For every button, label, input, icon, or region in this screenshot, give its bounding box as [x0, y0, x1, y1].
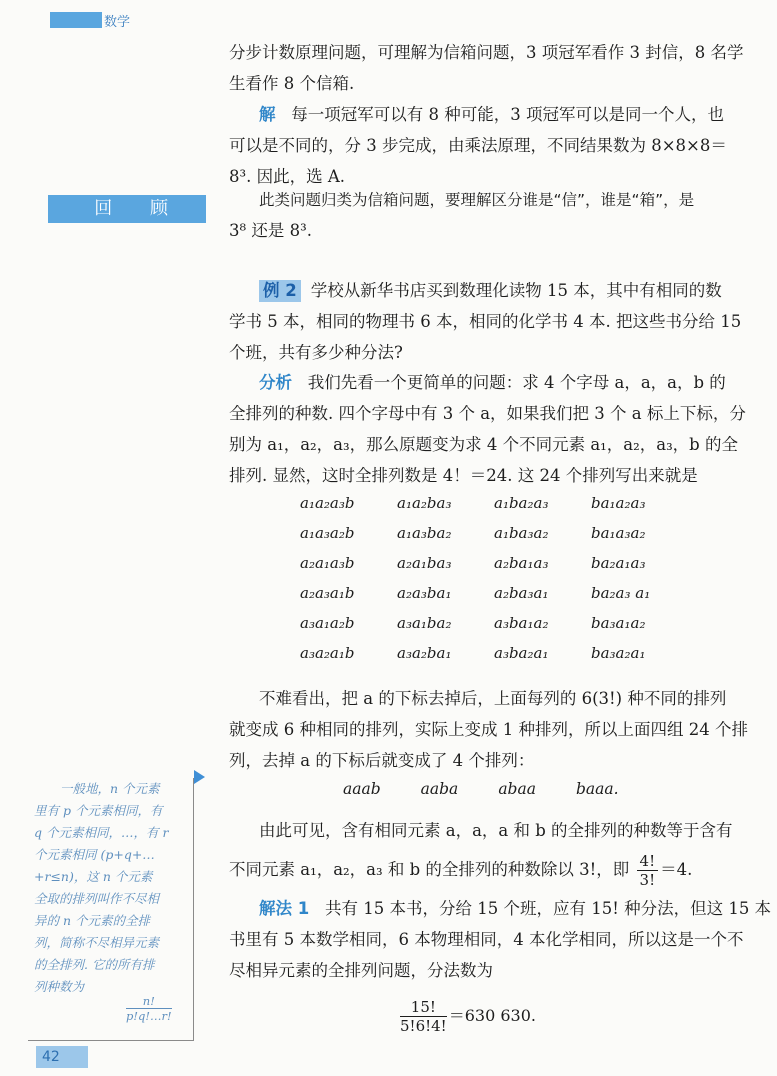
text-span: ＝4. [660, 860, 693, 879]
grid-cell: a₃a₂ba₁ [397, 644, 452, 662]
example-badge: 例 2 [259, 280, 301, 302]
grid-cell: ba₂a₃ a₁ [591, 584, 651, 602]
text-span: 不同元素 a₁，a₂，a₃ 和 b 的全排列的种数除以 3!，即 [229, 860, 630, 879]
review-text: 此类问题归类为信箱问题，要理解区分谁是“信”，谁是“箱”，是 [259, 191, 695, 209]
text-line: 就变成 6 种相同的排列，实际上变成 1 种排列，所以上面四组 24 个排 [229, 720, 748, 739]
text-line: 全排列的种数. 四个字母中有 3 个 a，如果我们把 3 个 a 标上下标，分 [229, 404, 746, 423]
text-line: 分步计数原理问题，可理解为信箱问题，3 项冠军看作 3 封信，8 名学 [229, 43, 744, 62]
solution-label: 解 [259, 105, 276, 124]
header-label: 数学 [104, 15, 131, 30]
grid-cell: a₃a₁a₂b [300, 614, 355, 632]
grid-row [300, 494, 688, 524]
grid-cell: a₂ba₁a₃ [494, 554, 549, 572]
side-note-line: +r≤n)，这 n 个元素 [34, 869, 153, 884]
grid-cell: ba₁a₂a₃ [591, 494, 646, 512]
text-line: 排列. 显然，这时全排列数是 4！＝24. 这 24 个排列写出来就是 [229, 466, 698, 485]
side-note [28, 778, 194, 1041]
side-note-line: 列种数为 [34, 979, 85, 994]
text-line [229, 852, 692, 889]
fraction-numerator: n! [126, 994, 172, 1009]
grid-cell: a₂a₃ba₁ [397, 584, 452, 602]
fraction-denominator: p!q!…r! [126, 1009, 172, 1023]
analysis-line [259, 372, 726, 394]
grid-cell: ba₂a₁a₃ [591, 554, 646, 572]
example-line [259, 280, 722, 302]
permutation-item: aaba [420, 780, 459, 798]
side-note-line: 的全排列. 它的所有排 [34, 957, 155, 972]
text-line: 生看作 8 个信箱. [229, 74, 355, 93]
text-line: 尽相异元素的全排列问题，分法数为 [229, 961, 493, 980]
method-line [259, 898, 771, 920]
permutation-item: baaa. [575, 780, 619, 798]
final-result: ＝630 630. [448, 1006, 536, 1025]
fraction-denominator: 3! [639, 871, 656, 889]
permutation-item: abaa [498, 780, 536, 798]
grid-cell: a₁a₂ba₃ [397, 494, 452, 512]
text-line: 可以是不同的，分 3 步完成，由乘法原理，不同结果数为 8×8×8＝ [229, 136, 727, 155]
side-note-text [34, 778, 184, 998]
example-text: 学校从新华书店买到数理化读物 15 本，其中有相同的数 [310, 281, 722, 300]
grid-row [300, 644, 688, 674]
text-line: 个班，共有多少种分法? [229, 343, 403, 362]
grid-cell: a₂a₁ba₃ [397, 554, 452, 572]
grid-cell: a₁a₂a₃b [300, 494, 355, 512]
grid-cell: a₂ba₃a₁ [494, 584, 549, 602]
grid-cell: ba₃a₂a₁ [591, 644, 646, 662]
review-label: 回 顾 [48, 195, 206, 223]
text-line: 3⁸ 还是 8³. [229, 221, 312, 240]
analysis-text: 我们先看一个更简单的问题：求 4 个字母 a，a，a，b 的 [307, 373, 726, 392]
grid-cell: ba₁a₃a₂ [591, 524, 646, 542]
grid-cell: a₁ba₂a₃ [494, 494, 549, 512]
grid-cell: a₃ba₂a₁ [494, 644, 549, 662]
text-line: 别为 a₁，a₂，a₃，那么原题变为求 4 个不同元素 a₁，a₂，a₃，b 的全 [229, 435, 738, 454]
solution-text: 每一项冠军可以有 8 种可能，3 项冠军可以是同一个人，也 [291, 105, 724, 124]
side-note-line: 里有 p 个元素相同，有 [34, 803, 163, 818]
side-note-line: 异的 n 个元素的全排 [34, 913, 150, 928]
text-line: 由此可见，含有相同元素 a，a，a 和 b 的全排列的种数等于含有 [259, 821, 733, 840]
side-note-line: 个元素相同 (p+q+… [34, 847, 155, 862]
fraction-numerator: 15! [400, 998, 447, 1017]
fraction [400, 998, 447, 1035]
grid-row [300, 554, 688, 584]
text-line: 不难看出，把 a 的下标去掉后，上面每列的 6(3!) 种不同的排列 [259, 689, 727, 708]
triangle-marker-icon [194, 770, 205, 784]
grid-cell: a₃a₁ba₂ [397, 614, 452, 632]
grid-cell: a₁ba₃a₂ [494, 524, 549, 542]
side-note-fraction [126, 994, 172, 1023]
four-permutations [343, 780, 659, 798]
fraction [637, 852, 659, 889]
grid-cell: a₁a₃ba₂ [397, 524, 452, 542]
text-line: 书里有 5 本数学相同，6 本物理相同，4 本化学相同，所以这是一个不 [229, 930, 744, 949]
analysis-label: 分析 [259, 373, 292, 392]
header-bar [50, 12, 102, 28]
final-formula [398, 998, 536, 1035]
permutation-item: aaab [343, 780, 381, 798]
side-note-line: 一般地，n 个元素 [60, 781, 160, 796]
fraction-denominator: 5!6!4! [400, 1017, 447, 1035]
grid-cell: a₃a₂a₁b [300, 644, 355, 662]
side-note-line: 列，简称不尽相异元素 [34, 935, 160, 950]
grid-cell: a₂a₃a₁b [300, 584, 355, 602]
permutation-grid [300, 494, 688, 674]
text-line: 8³. 因此，选 A. [229, 167, 346, 186]
text-line [259, 104, 724, 126]
grid-cell: a₃ba₁a₂ [494, 614, 549, 632]
text-line: 列，去掉 a 的下标后就变成了 4 个排列： [229, 751, 535, 770]
grid-row [300, 614, 688, 644]
side-note-line: q 个元素相同，…，有 r [34, 825, 169, 840]
page-number: 42 [36, 1046, 88, 1068]
method-text: 共有 15 本书，分给 15 个班，应有 15! 种分法，但这 15 本 [324, 899, 772, 918]
side-note-line: 全取的排列叫作不尽相 [34, 891, 160, 906]
text-line: 学书 5 本，相同的物理书 6 本，相同的化学书 4 本. 把这些书分给 15 [229, 312, 742, 331]
method-label: 解法 1 [259, 899, 310, 918]
fraction-numerator: 4! [637, 852, 659, 871]
grid-row [300, 524, 688, 554]
grid-row [300, 584, 688, 614]
grid-cell: ba₃a₁a₂ [591, 614, 646, 632]
grid-cell: a₁a₃a₂b [300, 524, 355, 542]
grid-cell: a₂a₁a₃b [300, 554, 355, 572]
